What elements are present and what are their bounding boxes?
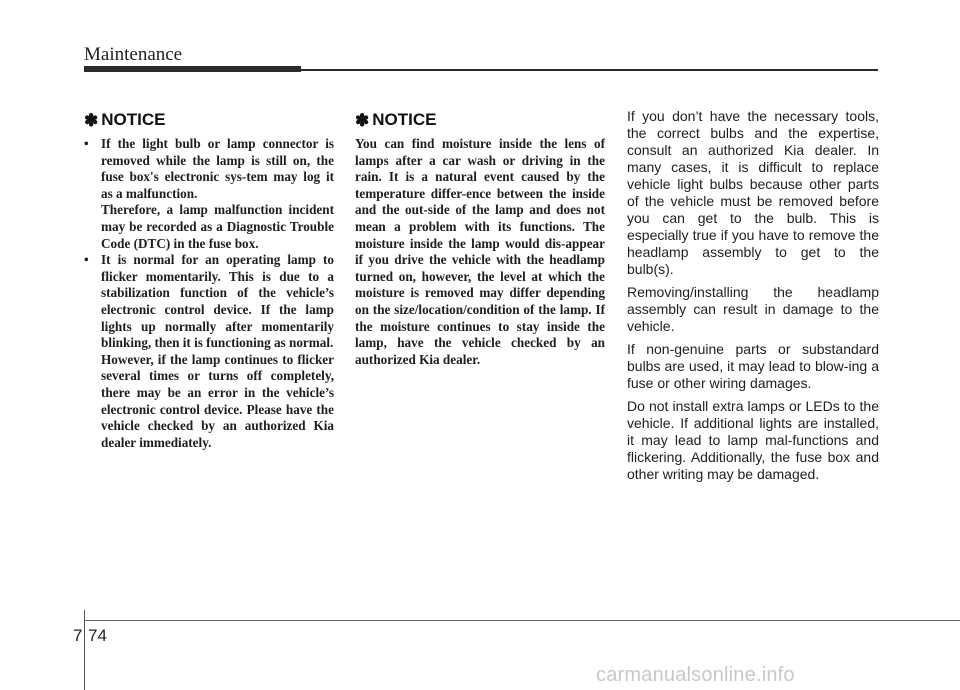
notice-box-bulb-connector <box>84 110 334 451</box>
notice-bullet-item <box>84 252 334 451</box>
notice-paragraph: Therefore, a lamp malfunction incident may be recorded as a Diagnostic Trouble Code (DTC) in the fuse box. <box>101 202 334 251</box>
notice-bullet-list <box>84 136 334 451</box>
notice-bullet-item <box>84 136 334 252</box>
header-rule-thin <box>301 69 878 71</box>
notice-paragraph: However, if the lamp continues to flicker several times or turns off completely, there may be an error in the vehicle’s electronic control device. Please have the vehicle checked by an authorized Kia dealer immediately. <box>101 351 334 450</box>
notice-heading <box>355 110 605 130</box>
notice-paragraph: It is normal for an operating lamp to flicker momentarily. This is due to a stabilization function of the vehicle’s electronic control device. If the lamp lights up normally after momentarily blinking, then it is functioning as normal. <box>101 252 334 351</box>
header-rule-thick <box>84 66 301 72</box>
asterisk-icon: ✽ <box>84 110 99 130</box>
notice-box-moisture <box>355 110 605 368</box>
page-number: 74 <box>88 626 107 645</box>
watermark-text: carmanualsonline.info <box>596 664 795 686</box>
asterisk-icon: ✽ <box>355 110 370 130</box>
body-text-column <box>627 108 879 489</box>
page-section-title: Maintenance <box>84 44 183 65</box>
notice-heading <box>84 110 334 130</box>
footer-vertical-rule <box>84 610 85 690</box>
body-paragraph: Do not install extra lamps or LEDs to the vehicle. If additional lights are installed, it may lead to lamp mal-functions and flickering. Additionally, the fuse box and other writing may be damaged. <box>627 398 879 482</box>
notice-paragraph: If the light bulb or lamp connector is removed while the lamp is still on, the fuse box's electronic sys-tem may log it as a malfunction. <box>101 136 334 201</box>
bullet-dot-icon: • <box>84 252 89 268</box>
notice-heading-label: NOTICE <box>101 110 166 129</box>
body-paragraph: If you don’t have the necessary tools, the correct bulbs and the expertise, consult an authorized Kia dealer. In many cases, it is difficult to replace vehicle light bulbs because other parts of the vehicle must be removed before you can get to the bulb. This is especially true if you have to remove the headlamp assembly to get to the bulb(s). <box>627 108 879 277</box>
bullet-dot-icon: • <box>84 136 89 151</box>
notice-heading-label: NOTICE <box>372 110 437 129</box>
chapter-number: 7 <box>73 626 83 645</box>
notice-paragraph: You can find moisture inside the lens of lamps after a car wash or driving in the rain. It is a natural event caused by the temperature differ-ence between the inside and the out-side of the lamp and does not mean a problem with its functions. The moisture inside the lamp would dis-appear if you drive the vehicle with the headlamp turned on, however, the level at which the moisture is removed may differ depending on the size/location/condition of the lamp. If the moisture continues to stay inside the lamp, have the vehicle checked by an authorized Kia dealer. <box>355 136 605 367</box>
footer-horizontal-rule <box>84 620 960 621</box>
body-paragraph: If non-genuine parts or substandard bulbs are used, it may lead to blow-ing a fuse or other wiring damages. <box>627 341 879 391</box>
body-paragraph: Removing/installing the headlamp assembly can result in damage to the vehicle. <box>627 284 879 334</box>
